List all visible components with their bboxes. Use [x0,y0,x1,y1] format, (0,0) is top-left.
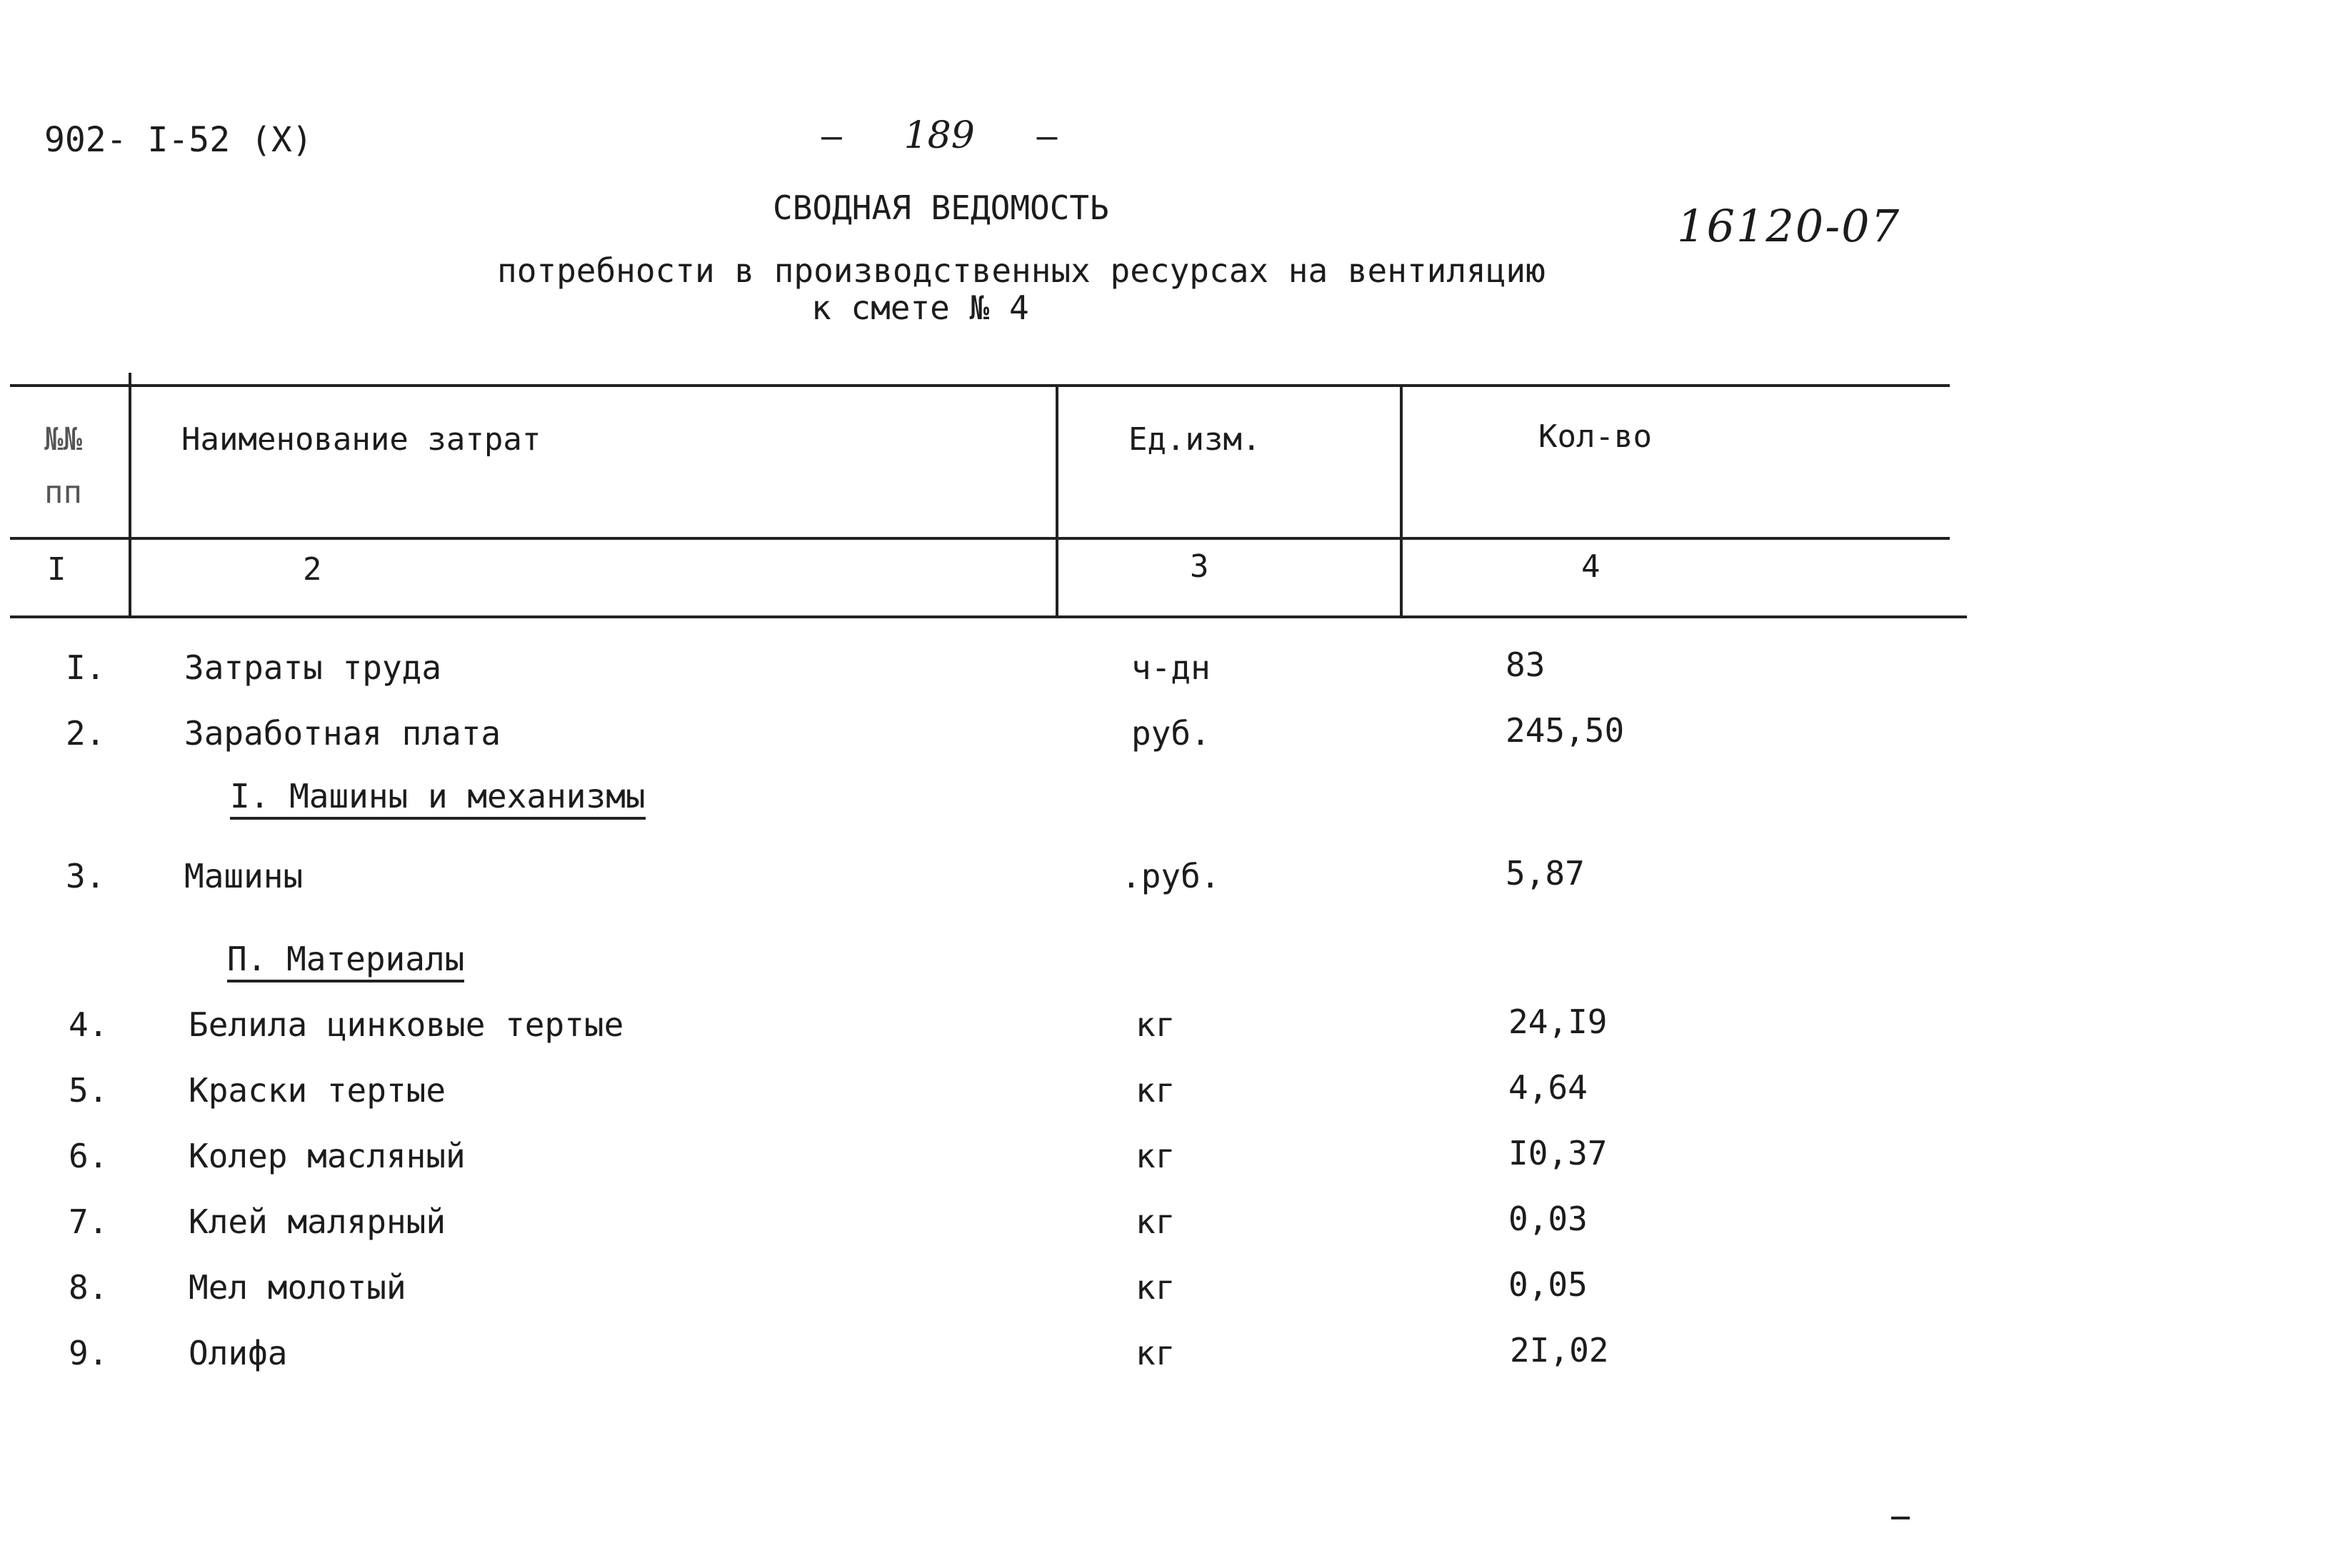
row-number: 6. [69,1137,109,1175]
row-quantity: 0,03 [1508,1200,1588,1238]
column-header-unit: Ед.изм. [1128,421,1261,458]
row-unit: кг [1136,1268,1176,1307]
row-unit: .руб. [1121,857,1221,895]
column-divider-1 [129,373,131,617]
row-number: 4. [69,1005,109,1044]
row-quantity: 83 [1506,645,1546,684]
column-header-name: Наименование затрат [181,421,541,458]
document-code: 902- I-52 (X) [44,120,313,160]
document-title: СВОДНАЯ ВЕДОМОСТЬ [773,189,1109,227]
row-quantity: 0,05 [1508,1265,1588,1304]
row-number: 5. [69,1071,109,1110]
table-top-rule [10,384,1950,387]
column-divider-2 [1056,384,1058,618]
table-header-rule [10,537,1950,540]
column-header-number: №№ [44,421,82,458]
row-name: Краски тертые [189,1071,446,1110]
row-unit: кг [1136,1334,1176,1372]
section-heading-materials: П. Материалы [227,940,464,982]
row-quantity: 245,50 [1506,711,1625,750]
column-number-1: I [47,551,66,588]
stray-mark [1891,1517,1910,1519]
row-name: Колер масляный [189,1137,466,1175]
column-number-2: 2 [303,551,322,588]
row-quantity: 24,I9 [1508,1002,1608,1041]
row-quantity: 5,87 [1506,854,1585,893]
row-number: 2. [66,714,106,753]
row-name: Затраты труда [184,648,442,687]
page-number: – 189 – [821,114,1058,157]
column-number-4: 4 [1581,548,1601,585]
row-number: I. [66,648,106,687]
page-number-value: 189 [903,114,975,157]
row-quantity: 2I,02 [1510,1331,1609,1370]
row-number: 8. [69,1268,109,1307]
column-header-quantity: Кол-во [1538,418,1652,455]
row-unit: руб. [1131,714,1211,753]
row-name: Машины [184,857,304,895]
section-heading-machines: I. Машины и механизмы [230,777,646,820]
row-name: Олифа [189,1334,288,1372]
row-unit: ч-дн [1131,648,1211,687]
document-subtitle: потребности в производственных ресурсах на вентиляцию [497,251,1546,290]
column-number-3: 3 [1190,548,1209,585]
row-name: Мел молотый [189,1268,406,1307]
row-unit: кг [1136,1137,1176,1175]
archive-number: 16120-07 [1677,200,1901,252]
row-quantity: 4,64 [1508,1068,1588,1107]
row-name: Заработная плата [184,714,501,753]
row-unit: кг [1136,1202,1176,1241]
row-quantity: I0,37 [1508,1134,1608,1172]
row-number: 9. [69,1334,109,1372]
column-header-number-sub: пп [44,474,82,511]
row-unit: кг [1136,1005,1176,1044]
row-number: 3. [66,857,106,895]
row-name: Белила цинковые тертые [189,1005,624,1044]
row-number: 7. [69,1202,109,1241]
column-divider-3 [1400,384,1403,618]
row-name: Клей малярный [189,1202,446,1241]
estimate-reference: к смете № 4 [811,288,1029,327]
row-unit: кг [1136,1071,1176,1110]
table-colnum-rule [10,615,1967,618]
